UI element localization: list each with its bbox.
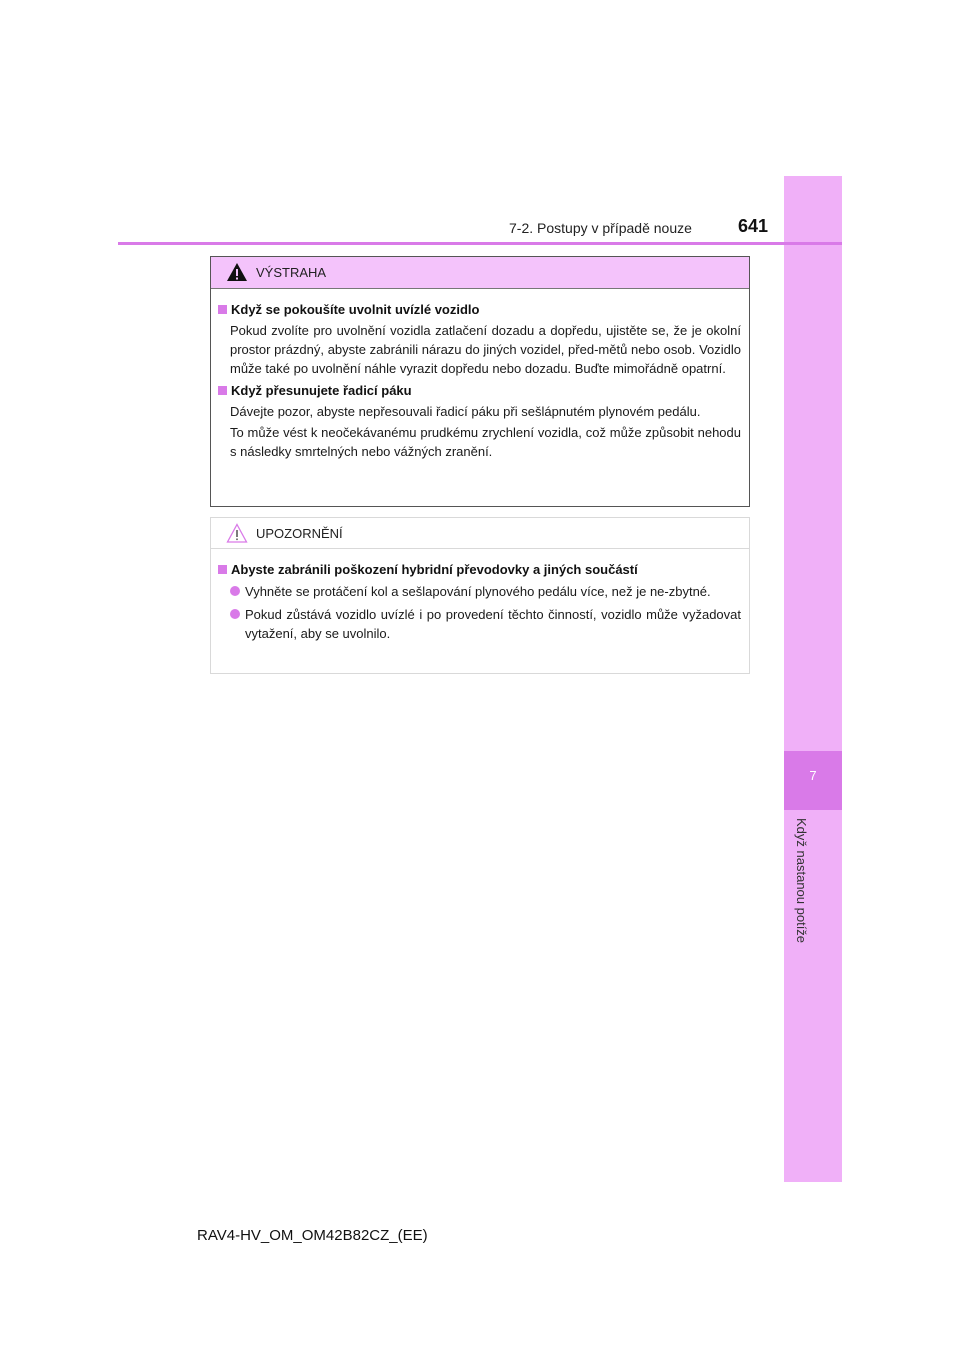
square-bullet-icon bbox=[218, 386, 227, 395]
document-code: RAV4-HV_OM_OM42B82CZ_(EE) bbox=[197, 1227, 428, 1244]
warning-item-text: Pokud zvolíte pro uvolnění vozidla zatlačení dozadu a dopředu, ujistěte se, že je okolní prostor prázdný, abyste zabránili nárazu do jiných vozidel, před-mětů nebo osob. Vozidlo může také po uvolnění náhle vyrazit dopředu nebo dozadu. Buďte mimořádně opatrní. bbox=[230, 323, 741, 376]
caution-triangle-outline-icon bbox=[226, 523, 248, 543]
caution-heading bbox=[218, 561, 741, 579]
section-title: 7-2. Postupy v případě nouze bbox=[509, 220, 692, 236]
square-bullet-icon bbox=[218, 565, 227, 574]
caution-bullet bbox=[230, 605, 741, 643]
caution-heading-text: Abyste zabránili poškození hybridní převodovky a jiných součástí bbox=[231, 562, 638, 577]
header-rule bbox=[118, 242, 842, 245]
round-bullet-icon bbox=[230, 609, 240, 619]
warning-triangle-icon bbox=[226, 262, 248, 282]
warning-box bbox=[210, 256, 750, 507]
caution-title: UPOZORNĚNÍ bbox=[256, 526, 343, 541]
warning-item-heading bbox=[218, 382, 741, 400]
warning-item-heading-text: Když přesunujete řadicí páku bbox=[231, 383, 412, 398]
side-chapter-tab bbox=[784, 176, 842, 1182]
round-bullet-icon bbox=[230, 586, 240, 596]
warning-header bbox=[211, 257, 749, 289]
warning-title: VÝSTRAHA bbox=[256, 265, 327, 280]
caution-box bbox=[210, 517, 750, 674]
chapter-title-vertical: Když nastanou potíže bbox=[794, 818, 809, 944]
caution-bullet bbox=[230, 582, 741, 601]
square-bullet-icon bbox=[218, 305, 227, 314]
warning-item-text: Dávejte pozor, abyste nepřesouvali řadicí páku při sešlápnutém plynovém pedálu. bbox=[230, 404, 701, 419]
page-number: 641 bbox=[738, 216, 769, 236]
caution-bullet-text: Vyhněte se protáčení kol a sešlapování plynového pedálu více, než je ne-zbytné. bbox=[245, 584, 711, 599]
warning-item-heading-text: Když se pokoušíte uvolnit uvízlé vozidlo bbox=[231, 302, 480, 317]
warning-item-heading bbox=[218, 301, 741, 319]
chapter-number: 7 bbox=[809, 768, 817, 783]
caution-bullet-text: Pokud zůstává vozidlo uvízlé i po provedení těchto činností, vozidlo může vyžadovat vytažení, aby se uvolnilo. bbox=[245, 607, 741, 641]
caution-header bbox=[211, 518, 749, 549]
warning-item-text-continued: To může vést k neočekávanému prudkému zrychlení vozidla, což může způsobit nehodu s následky smrtelných nebo vážných zranění. bbox=[230, 425, 741, 459]
